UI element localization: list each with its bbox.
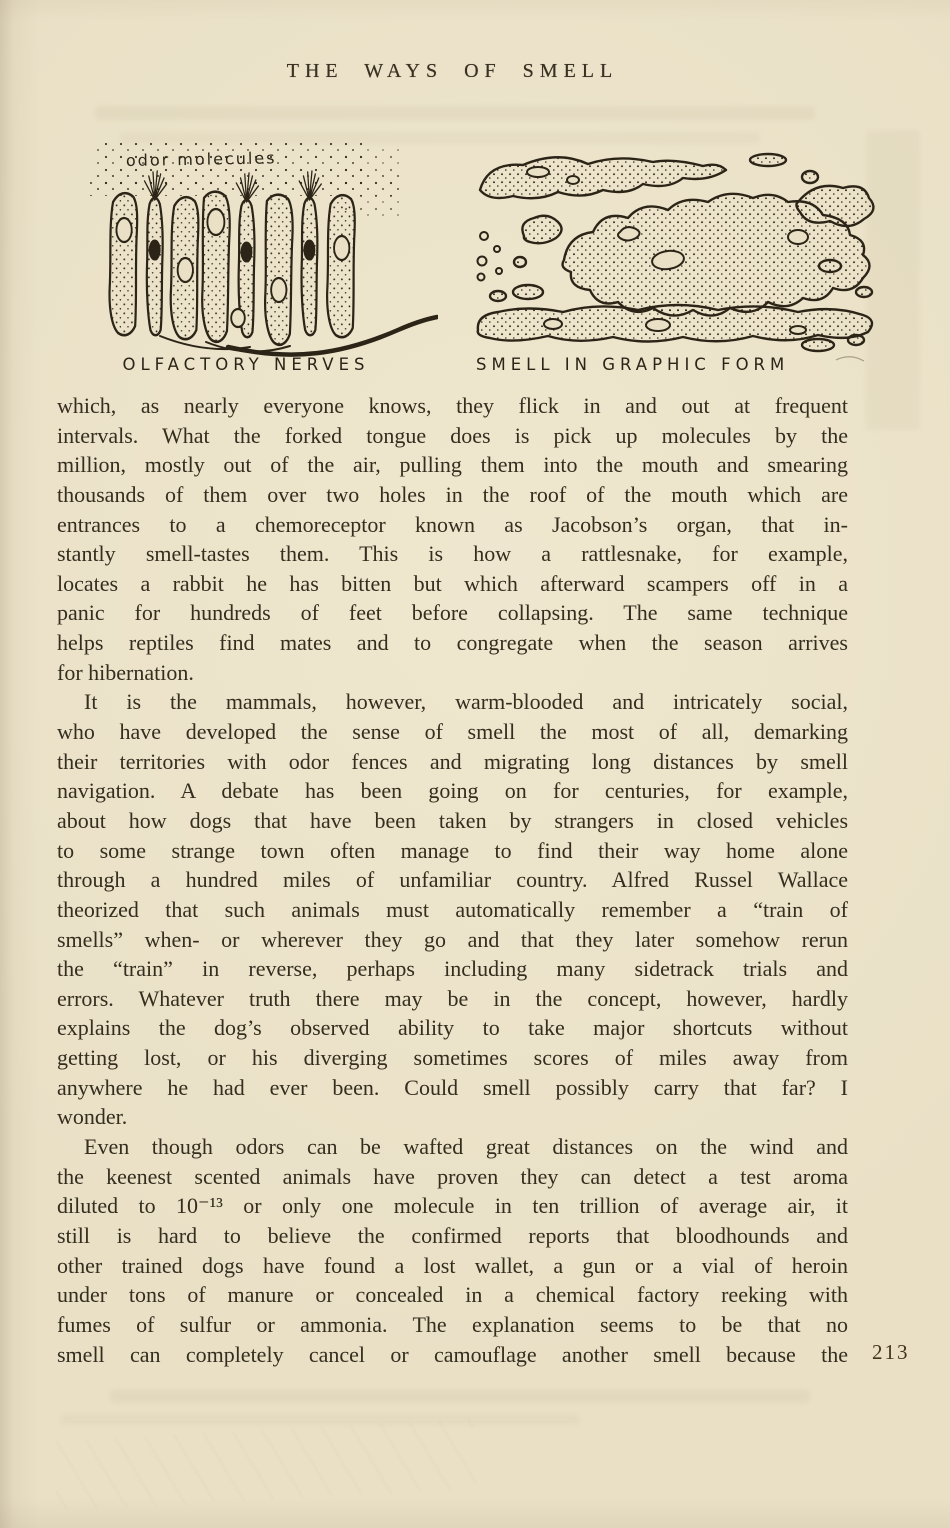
text-line: smells” when- or wherever they go and that they later somehow rerun [57,926,848,952]
text-line: thousands of them over two holes in the roof of the mouth which are [57,481,848,507]
body-text [57,391,848,1369]
text-line: which, as nearly everyone knows, they flick in and out at frequent [57,393,848,418]
odor-molecules-label: odor molecules [125,148,277,170]
text-line: getting lost, or his diverging sometimes scores of miles away from [57,1045,848,1071]
text-line: errors. Whatever truth there may be in the concept, however, hardly [57,985,848,1011]
text-line: fumes of sulfur or ammonia. The explanation seems to be that no [57,1311,848,1337]
text-line: the keenest scented animals have proven they can detect a test aroma [57,1163,848,1189]
olfactory-nerves-figure [88,140,438,375]
text-line: about how dogs that have been taken by strangers in closed vehicles [57,807,848,833]
olfactory-nerves-caption: OLFACTORY NERVES [122,355,370,374]
page-title: THE WAYS OF SMELL [286,60,619,82]
text-line: through a hundred miles of unfamiliar country. Alfred Russel Wallace [57,867,848,893]
text-line: It is the mammals, however, warm-blooded and intricately social, [84,689,848,715]
text-line: entrances to a chemoreceptor known as Jacobson’s organ, that in- [57,511,848,537]
epithelium-cells [110,171,355,345]
text-line: to some strange town often manage to find their way home alone [57,837,848,863]
page-number: 213 [872,1340,910,1364]
text-line: Even though odors can be wafted great distances on the wind and [84,1134,848,1160]
text-line: explains the dog’s observed ability to take major shortcuts without [57,1015,848,1041]
text-line: their territories with odor fences and migrating long distances by smell [57,748,848,774]
text-line: for hibernation. [57,659,194,685]
text-line: stantly smell-tastes them. This is how a rattlesnake, for example, [57,541,848,567]
text-line: locates a rabbit he has bitten but which afterward scampers off in a [57,570,848,596]
smell-blob [522,216,561,244]
text-line: anywhere he had ever been. Could smell possibly carry that far? I [57,1074,848,1100]
pencil-squiggle [836,357,864,361]
text-line: still is hard to believe the confirmed reports that bloodhounds and [57,1222,848,1248]
text-line: intervals. What the forked tongue does is pick up molecules by the [57,422,848,448]
smell-blob [478,305,872,342]
text-line: other trained dogs have found a lost wallet, a gun or a vial of heroin [57,1252,848,1278]
text-line: navigation. A debate has been going on for centuries, for example, [57,778,848,804]
text-line: million, mostly out of the air, pulling them into the mouth and smearing [57,452,848,478]
text-line: who have developed the sense of smell the most of all, demarking [57,719,848,745]
text-line: wonder. [57,1104,128,1130]
smell-blob [480,157,726,198]
text-line: theorized that such animals must automatically remember a “train of [57,896,848,922]
text-line: the “train” in reverse, perhaps including many sidetrack trials and [57,956,848,982]
text-line: helps reptiles find mates and to congregate when the season arrives [57,630,848,656]
text-line: smell can completely cancel or camouflage another smell because the [57,1341,848,1367]
smell-graphic-figure [468,140,888,375]
text-line: under tons of manure or concealed in a chemical factory reeking with [57,1282,848,1308]
text-line: panic for hundreds of feet before collapsing. The same technique [57,600,848,626]
smell-graphic-caption: SMELL IN GRAPHIC FORM [476,355,790,374]
text-line: diluted to 10⁻¹³ or only one molecule in ten trillion of average air, it [57,1193,848,1219]
